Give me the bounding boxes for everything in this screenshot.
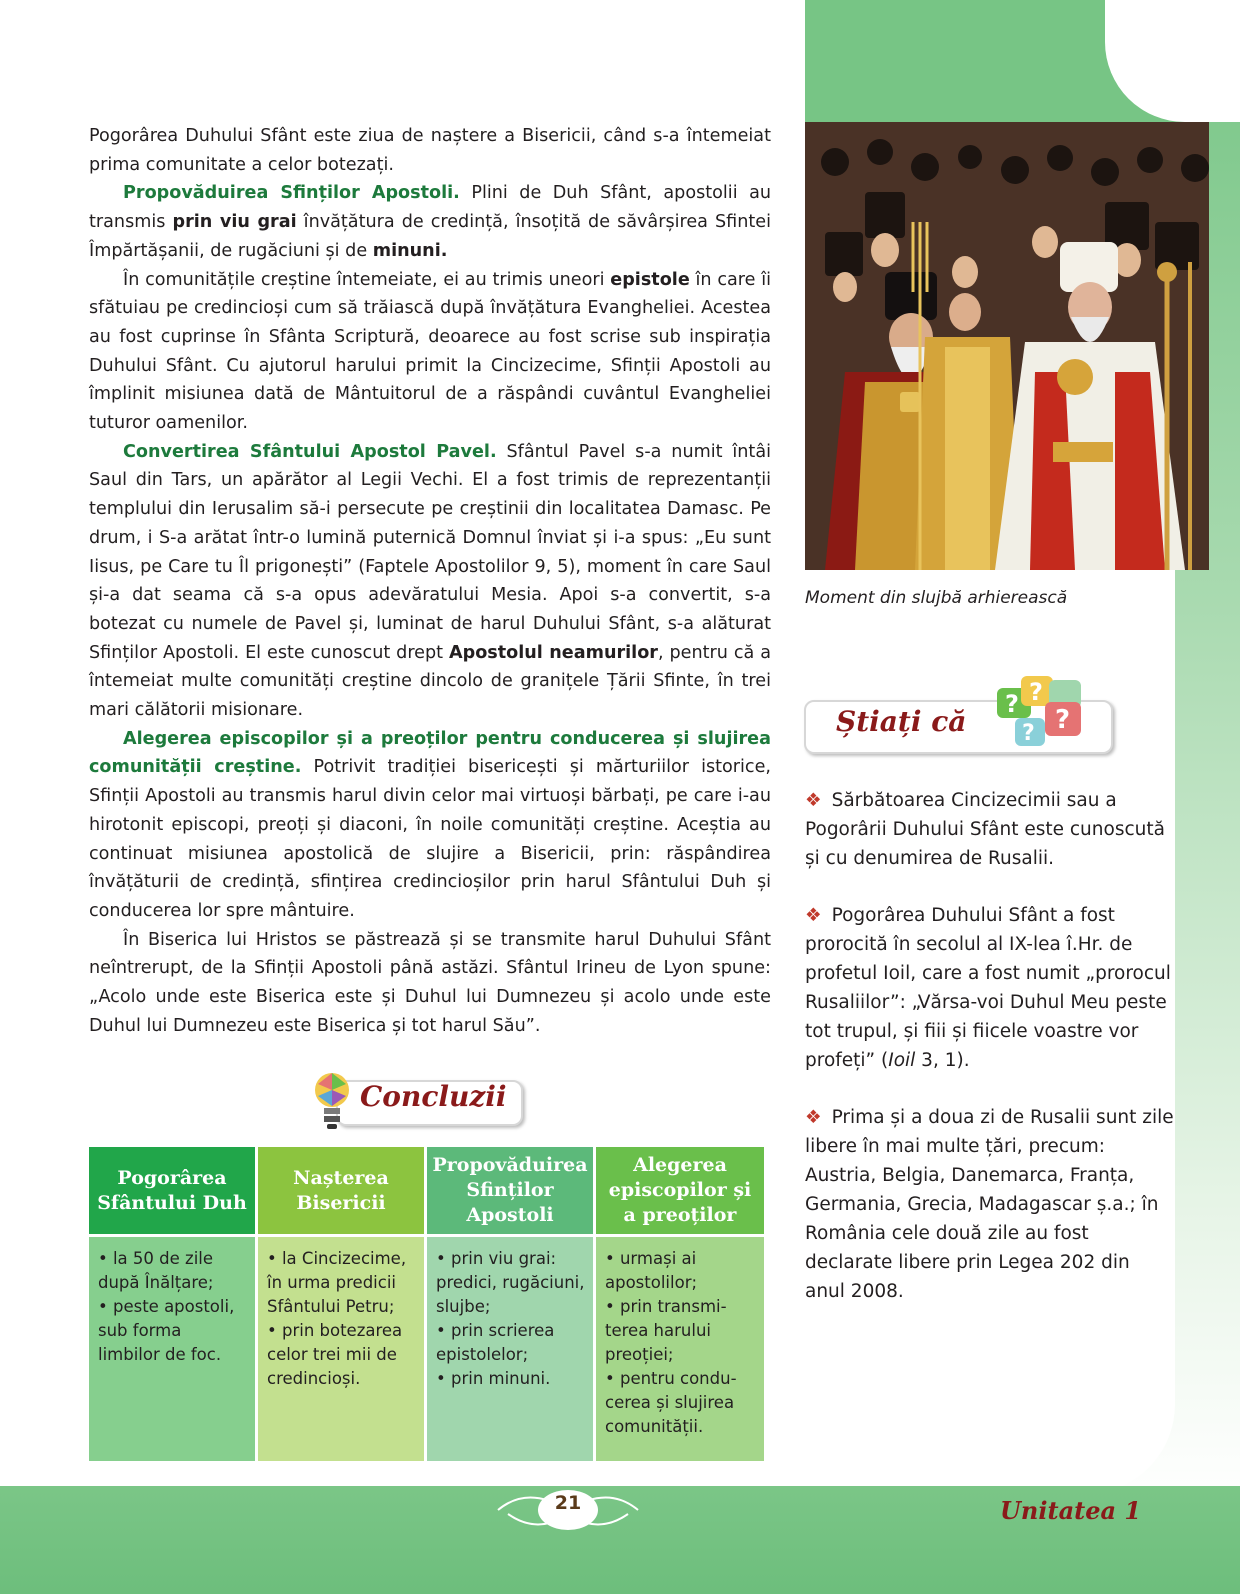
- conclusion-body: [89, 1237, 255, 1461]
- page-number: 21: [554, 1492, 582, 1514]
- fact-item: [805, 786, 1175, 873]
- fact-italic: Ioil: [888, 1050, 916, 1071]
- bold-term: epistole: [610, 269, 690, 290]
- text-fragment: învățătura de credință, însoțită de săvârșirea Sfintei Împărtășanii, de rugăciuni și de: [89, 212, 772, 261]
- svg-text:?: ?: [1005, 690, 1019, 718]
- conclusion-item: • la Cincizecime, în urma predicii Sfântului Petru;: [267, 1249, 407, 1316]
- heading-bishops: Alegerea episcopilor și a preoților pentru conducerea și slujirea comunității creștine.: [89, 728, 771, 778]
- conclusion-body: [596, 1237, 764, 1461]
- conclusion-item: • prin transmiterea harului preoției;: [605, 1297, 727, 1364]
- text-fragment: Sfântul Pavel s-a numit întâi Saul din Tars, un apărător al Legii Vechi. El a fost trimis de reprezentanții templului din Ierusalim să-i persecute pe creștinii din localitatea Damasc. Pe drum, i S-a arătat într-o lumină puternică Domnul înviat și i-a spus: „Eu sunt Iisus, pe Care tu Îl prigonești” (Faptele Apostolilor 9, 5), moment în care Saul și-a dat seama că s-a opus adevăratului Mesia. Apoi s-a convertit, s-a botezat cu numele de Pavel și, luminat de harul Duhului Sfânt, s-a alăturat Sfinților Apostoli. El este cunoscut drept: [89, 441, 771, 663]
- facts-list: [805, 786, 1175, 1334]
- conclusion-column-holy-spirit: [89, 1147, 255, 1461]
- paragraph-bishops: [89, 725, 771, 926]
- conclusion-item: • prin viu grai: predici, rugăciuni, slujbe;: [436, 1249, 585, 1316]
- bold-term: Apostolul neamurilor: [448, 642, 658, 663]
- question-bubbles-icon: [995, 676, 1105, 760]
- conclusion-header: Pogorârea Sfântului Duh: [89, 1147, 255, 1237]
- paragraph-intro: Pogorârea Duhului Sfânt este ziua de naștere a Bisericii, când s-a întemeiat prima comunitate a celor botezați.: [89, 126, 771, 175]
- conclusion-column-bishops: [596, 1147, 764, 1461]
- heading-preaching: Propovăduirea Sfinților Apostoli.: [123, 183, 460, 204]
- main-text-column: [89, 122, 771, 1041]
- fact-text: Sărbătoarea Cincizecimii sau a Pogorârii Duhului Sfânt este cunoscută și cu denumirea de Rusalii.: [805, 790, 1165, 869]
- conclusion-body: [258, 1237, 424, 1461]
- photo-caption: Moment din slujbă arhierească: [805, 588, 1068, 608]
- svg-text:?: ?: [1029, 678, 1043, 706]
- paragraph-paul: [89, 438, 771, 725]
- text-fragment: Plini de Duh Sfânt, apostolii au transmis: [89, 183, 772, 233]
- ceremony-photo: [805, 122, 1209, 570]
- bold-term: minuni.: [372, 240, 448, 261]
- text-fragment: , pentru că a întemeiat multe comunități creștine dincolo de granițele Țării Sfinte, în trei mari călătorii misionare.: [89, 642, 771, 721]
- text-fragment: Potrivit tradiției bisericești și mărturiilor istorice, Sfinții Apostoli au transmis harul divin celor mai virtuoși bărbați, pe care i-au hirotonit episcopi, preoți și diaconi, în noile comunități creștine. Aceștia au continuat misiunea apostolică de slujire a Bisericii, prin: răspândirea învățăturii de credință, sfințirea credincioșilor prin harul Sfântului Duh și conducerea lor spre mântuire.: [89, 757, 771, 921]
- text-fragment: În comunitățile creștine întemeiate, ei au trimis uneori: [123, 269, 611, 290]
- conclusion-column-church-birth: [258, 1147, 424, 1461]
- conclusion-header: Alegerea episcopilor și a preoților: [596, 1147, 764, 1237]
- fact-text: Prima și a doua zi de Rusalii sunt zile libere în mai multe țări, precum: Austria, Belgia, Danemarca, Franța, Germania, Grecia, Madagascar ș.a.; în România cele două zile au fost declarate libere prin Legea 202 din anul 2008.: [805, 1107, 1174, 1302]
- conclusion-column-preaching: [427, 1147, 593, 1461]
- svg-text:?: ?: [1055, 705, 1071, 735]
- conclusion-item: • prin minuni.: [436, 1369, 551, 1388]
- fact-text: Pogorârea Duhului Sfânt a fost prorocită în secolul al IX-lea î.Hr. de profetul Ioil, care a fost numit „prorocul Rusaliilor”: „Vărsa-voi Duhul Meu peste tot trupul, și fiii și fiicele voastre vor profeți” (: [805, 905, 1171, 1071]
- concluzii-title: Concluzii: [360, 1080, 507, 1113]
- lightbulb-icon: [312, 1068, 352, 1138]
- conclusion-body: [427, 1237, 593, 1461]
- fact-item: [805, 1103, 1175, 1306]
- conclusion-header: Propovăduirea Sfinților Apostoli: [427, 1147, 593, 1237]
- text-fragment: în care îi sfătuiau pe credincioși cum să trăiască după învățătura Evangheliei. Acestea au fost cuprinse în Sfânta Scriptură, deoarece au fost scrise sub inspirația Duhului Sfânt. Cu ajutorul harului primit la Cincizecime, Sfinții Apostoli au împlinit misiunea dată de Mântuitorul de a răspândi cuvântul Evangheliei tuturor oamenilor.: [89, 269, 772, 434]
- conclusion-item: • pentru conducerea și slujirea comunității.: [605, 1369, 737, 1436]
- diamond-bullet-icon: ❖: [805, 905, 822, 926]
- conclusion-item: • la 50 de zile după Înălțare;: [98, 1249, 214, 1292]
- conclusion-item: • prin botezarea celor trei mii de credincioși.: [267, 1321, 403, 1388]
- heading-paul: Convertirea Sfântului Apostol Pavel.: [123, 441, 497, 462]
- conclusion-item: • urmași ai apostolilor;: [605, 1249, 698, 1292]
- fact-item: [805, 901, 1175, 1075]
- conclusions-table: [89, 1147, 764, 1461]
- page-number-ornament: [488, 1480, 648, 1540]
- unit-label: Unitatea 1: [1000, 1496, 1142, 1525]
- bold-term: prin viu grai: [172, 212, 297, 233]
- conclusion-item: • prin scrierea epistolelor;: [436, 1321, 555, 1364]
- fact-text: 3, 1).: [915, 1050, 970, 1071]
- svg-text:?: ?: [1022, 721, 1035, 746]
- diamond-bullet-icon: ❖: [805, 790, 822, 811]
- paragraph-preaching: [89, 179, 771, 265]
- conclusion-header: Nașterea Bisericii: [258, 1147, 424, 1237]
- diamond-bullet-icon: ❖: [805, 1107, 822, 1128]
- conclusion-item: • peste apostoli, sub forma limbilor de foc.: [98, 1297, 235, 1364]
- paragraph-grace: În Biserica lui Hristos se păstrează și se transmite harul Duhului Sfânt neîntrerupt, de la Sfinții Apostoli până astăzi. Sfântul Irineu de Lyon spune: „Acolo unde este Biserica este și Duhul lui Dumnezeu și acolo unde este Duhul lui Dumnezeu este Biserica și tot harul Său”.: [89, 929, 771, 1036]
- stiati-ca-title: Știați că: [836, 705, 967, 738]
- ceremony-illustration: [805, 122, 1209, 570]
- paragraph-epistles: [89, 266, 771, 438]
